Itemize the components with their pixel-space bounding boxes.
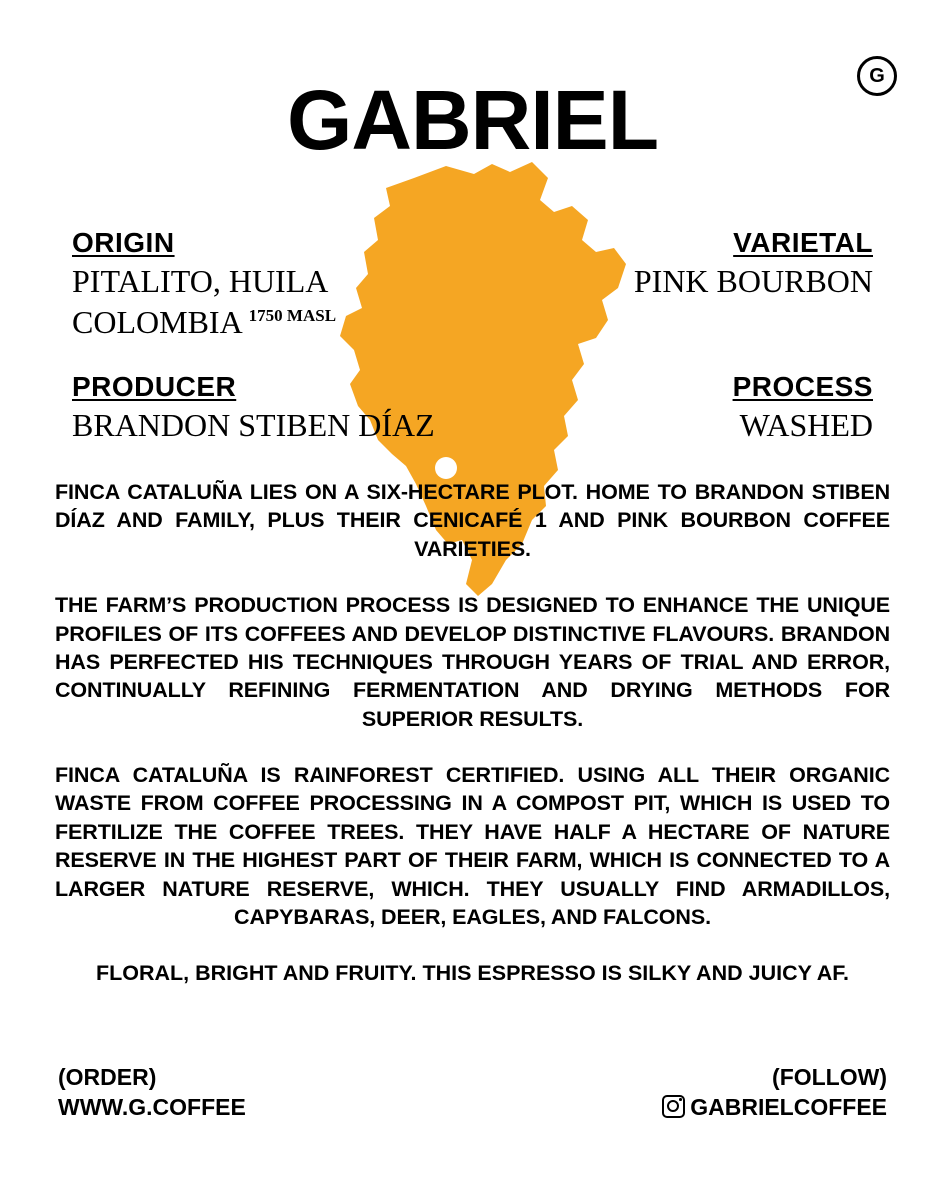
- process-value: WASHED: [739, 406, 873, 443]
- field-origin: [72, 228, 336, 340]
- field-varietal: [634, 228, 873, 300]
- info-row-origin-varietal: [0, 227, 945, 340]
- follow-label: (FOLLOW): [772, 1064, 887, 1090]
- origin-value-line1: PITALITO, HUILA: [72, 262, 329, 299]
- paragraph-farm-intro: FINCA CATALUÑA LIES ON A SIX-HECTARE PLOT. HOME TO BRANDON STIBEN DÍAZ AND FAMILY, PLUS THEIR CENICAFÉ 1 AND PINK BOURBON COFFEE VARIETIES.: [55, 480, 890, 561]
- footer: [0, 1063, 945, 1133]
- field-producer: [72, 372, 435, 444]
- order-label: (ORDER): [58, 1064, 157, 1090]
- order-website-link[interactable]: WWW.G.COFFEE: [58, 1093, 246, 1120]
- producer-label: PRODUCER: [72, 371, 237, 402]
- varietal-value: PINK BOURBON: [633, 262, 873, 299]
- instagram-handle-text: GABRIELCOFFEE: [690, 1093, 887, 1120]
- origin-country: COLOMBIA: [72, 303, 243, 340]
- info-section: [0, 228, 945, 472]
- tasting-notes-tagline: FLORAL, BRIGHT AND FRUITY. THIS ESPRESSO IS SILKY AND JUICY AF.: [96, 961, 849, 986]
- footer-order: [58, 1063, 246, 1123]
- instagram-icon: [662, 1095, 685, 1118]
- process-label: PROCESS: [732, 371, 873, 402]
- info-row-producer-process: [0, 372, 945, 472]
- origin-altitude: 1750 MASL: [248, 305, 337, 325]
- varietal-label: VARIETAL: [733, 227, 873, 258]
- field-process: [733, 372, 873, 444]
- footer-follow: [662, 1063, 887, 1123]
- producer-value: BRANDON STIBEN DÍAZ: [72, 406, 435, 443]
- page-title: GABRIEL: [287, 73, 658, 167]
- body-copy: [55, 478, 890, 986]
- paragraph-production-process: THE FARM’S PRODUCTION PROCESS IS DESIGNED TO ENHANCE THE UNIQUE PROFILES OF ITS COFFEES AND DEVELOP DISTINCTIVE FLAVOURS. BRANDON HAS PERFECTED HIS TECHNIQUES THROUGH YEARS OF TRIAL AND ERROR, CONTINUALLY REFINING FERMENTATION AND DRYING METHODS FOR SUPERIOR RESULTS.: [55, 593, 890, 731]
- follow-handle[interactable]: [662, 1093, 887, 1123]
- origin-value-line2: [72, 304, 336, 341]
- paragraph-sustainability: FINCA CATALUÑA IS RAINFOREST CERTIFIED. USING ALL THEIR ORGANIC WASTE FROM COFFEE PROCESSING IN A COMPOST PIT, WHICH IS USED TO FERTILIZE THE COFFEE TREES. THEY HAVE HALF A HECTARE OF NATURE RESERVE IN THE HIGHEST PART OF THEIR FARM, WHICH IS CONNECTED TO A LARGER NATURE RESERVE, WHICH. THEY USUALLY FIND ARMADILLOS, CAPYBARAS, DEER, EAGLES, AND FALCONS.: [55, 763, 890, 929]
- origin-label: ORIGIN: [72, 227, 175, 258]
- logo-letter: G: [869, 65, 885, 87]
